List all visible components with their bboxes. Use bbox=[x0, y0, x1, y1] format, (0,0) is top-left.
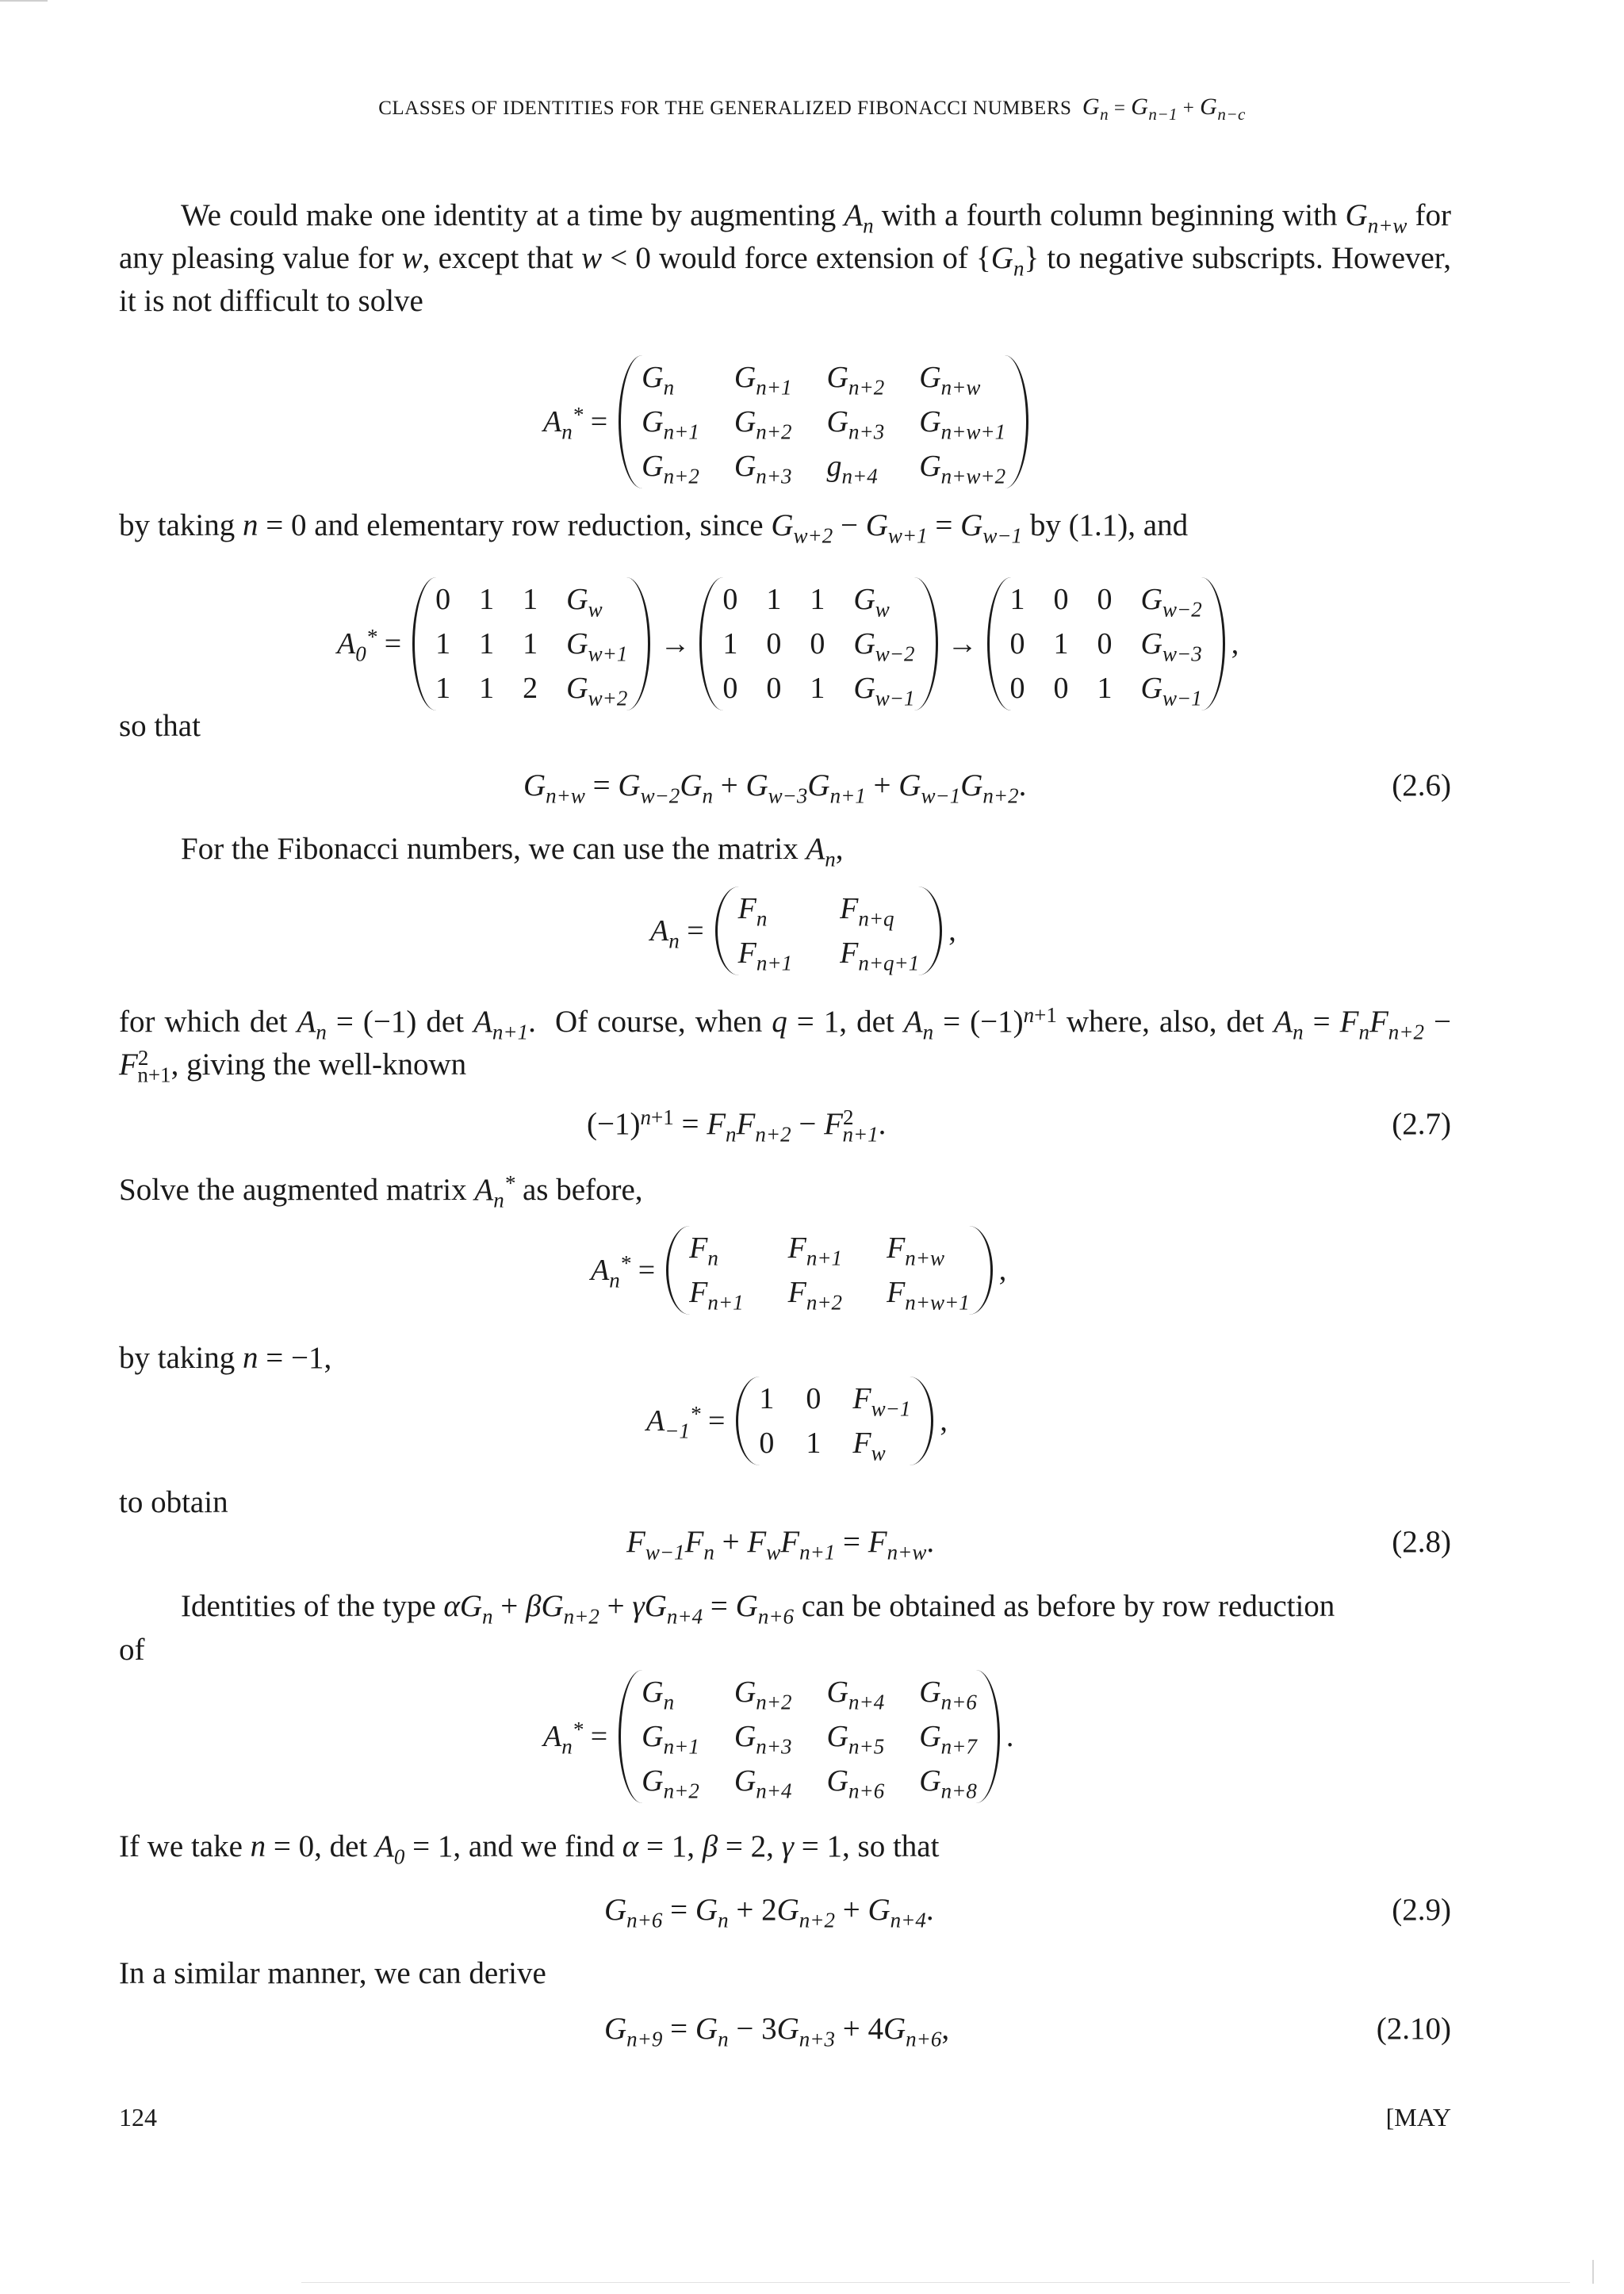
text-if-we-take: If we take n = 0, $\det A_0 = 1$, and we find α = 1, β = 2, γ = 1, so that bbox=[119, 1829, 940, 1869]
text-of: of bbox=[119, 1633, 145, 1667]
scan-edge-bottom bbox=[301, 2282, 1570, 2283]
equation-number-2-8: (2.8) bbox=[1392, 1525, 1451, 1559]
matrix-An-fibonacci: $A_n$ = $F_n$ $F_{n+q}$ $F_{n+1}$ $F_{n+q+1}$ , bbox=[650, 887, 956, 975]
text-by-taking-n-minus-1: by taking n = −1, bbox=[119, 1341, 332, 1375]
matrix-An-star-fibonacci: $A_n^*$ = $F_n$ $F_{n+1}$ $F_{n+w}$ $F_{n+1}$ $F_{n+2}$ $F_{n+w+1}$ , bbox=[591, 1226, 1006, 1315]
equation-2-8: $F_{w-1}F_n + F_wF_{n+1} = F_{n+w}$. bbox=[626, 1525, 935, 1564]
header-title: CLASSES OF IDENTITIES FOR THE GENERALIZED FIBONACCI NUMBERS bbox=[378, 98, 1072, 119]
equation-number-2-7: (2.7) bbox=[1392, 1107, 1451, 1141]
scan-edge-top bbox=[0, 0, 48, 2]
issue-label: [MAY bbox=[1385, 2103, 1451, 2131]
text-identities-type: Identities of the type $\alpha G_n + \beta G_{n+2} + \gamma G_{n+4} = G_{n+6}$ can be obtained as before by row reduction bbox=[181, 1589, 1335, 1629]
text-row-reduction: by taking n = 0 and elementary row reduction, since $G_{w+2} - G_{w+1} = G_{w-1}$ by (1.1), and bbox=[119, 508, 1189, 548]
matrix-An-star-stride: $A_n^*$ = $G_n$ $G_{n+2}$ $G_{n+4}$ $G_{n+6}$ $G_{n+1}$ $G_{n+3}$ $G_{n+5}$ $G_{n+7}$ $G_{n+2}$ $G_{n+4}$ $G_{n+6}$ $G_{n+8}$ . bbox=[543, 1670, 1013, 1803]
paragraph-determinant: for which $\det A_n = (-1)$ $\det A_{n+1}$. Of course, when q = 1, $\det A_n = (-1)^{n+1}$ where, also, $\det A_n = F_nF_{n+2} - F^2_{n+1}$, giving the well-known bbox=[119, 1002, 1452, 1087]
equation-number-2-10: (2.10) bbox=[1376, 2012, 1451, 2046]
page-number: 124 bbox=[119, 2103, 157, 2131]
matrix-reduction-chain: $A_0^*$ = 0 1 1 $G_w$ 1 1 1 $G_{w+1}$ 1 1 2 $G_{w+2}$ → 0 1 1 $G_w$ 1 0 0 $G_{w-2}$ 0 0 1 $G_{w-1}$ → 1 0 0 $G_{w-2}$ 0 1 0 $G_{w-3}$ 0 0 1 $G_{w-1}$ , bbox=[337, 577, 1239, 710]
text-to-obtain: to obtain bbox=[119, 1485, 228, 1519]
header-formula: $G_n = G_{n-1} + G_{n-c}$ bbox=[1082, 94, 1246, 124]
equation-2-9: $G_{n+6} = G_n + 2G_{n+2} + G_{n+4}$. bbox=[604, 1893, 934, 1932]
scan-edge-right bbox=[1592, 2260, 1594, 2284]
text-solve-augmented: Solve the augmented matrix $A_n^*$ as before, bbox=[119, 1170, 643, 1212]
equation-2-7: $(-1)^{n+1} = F_nF_{n+2} - F^2_{n+1}$. bbox=[587, 1105, 887, 1147]
text-so-that: so that bbox=[119, 709, 201, 743]
matrix-An-star: $A_n^*$ = $G_n$ $G_{n+1}$ $G_{n+2}$ $G_{n+w}$ $G_{n+1}$ $G_{n+2}$ $G_{n+3}$ $G_{n+w+1}$ $G_{n+2}$ $G_{n+3}$ $g_{n+4}$ $G_{n+w+2}$ bbox=[543, 355, 1028, 488]
equation-number-2-9: (2.9) bbox=[1392, 1893, 1451, 1927]
text-fibonacci-matrix: For the Fibonacci numbers, we can use the matrix $A_n$, bbox=[181, 832, 844, 871]
equation-2-6: $G_{n+w} = G_{w-2}G_n + G_{w-3}G_{n+1} + G_{w-1}G_{n+2}$. bbox=[523, 768, 1027, 808]
running-header bbox=[0, 94, 1624, 124]
equation-number-2-6: (2.6) bbox=[1392, 768, 1451, 802]
matrix-A-minus1-star: $A_{-1}^*$ = 1 0 $F_{w-1}$ 0 1 $F_w$ , bbox=[646, 1377, 948, 1465]
equation-2-10: $G_{n+9} = G_n - 3G_{n+3} + 4G_{n+6}$, bbox=[604, 2012, 950, 2051]
paragraph-intro: We could make one identity at a time by augmenting $A_n$ with a fourth column beginning with $G_{n+w}$ for any pleasing value for w, except that w < 0 would force extension of $\{G_n\}$ to negative subscripts. However, it is not difficult to solve bbox=[119, 198, 1452, 318]
text-similar-manner: In a similar manner, we can derive bbox=[119, 1956, 546, 1990]
